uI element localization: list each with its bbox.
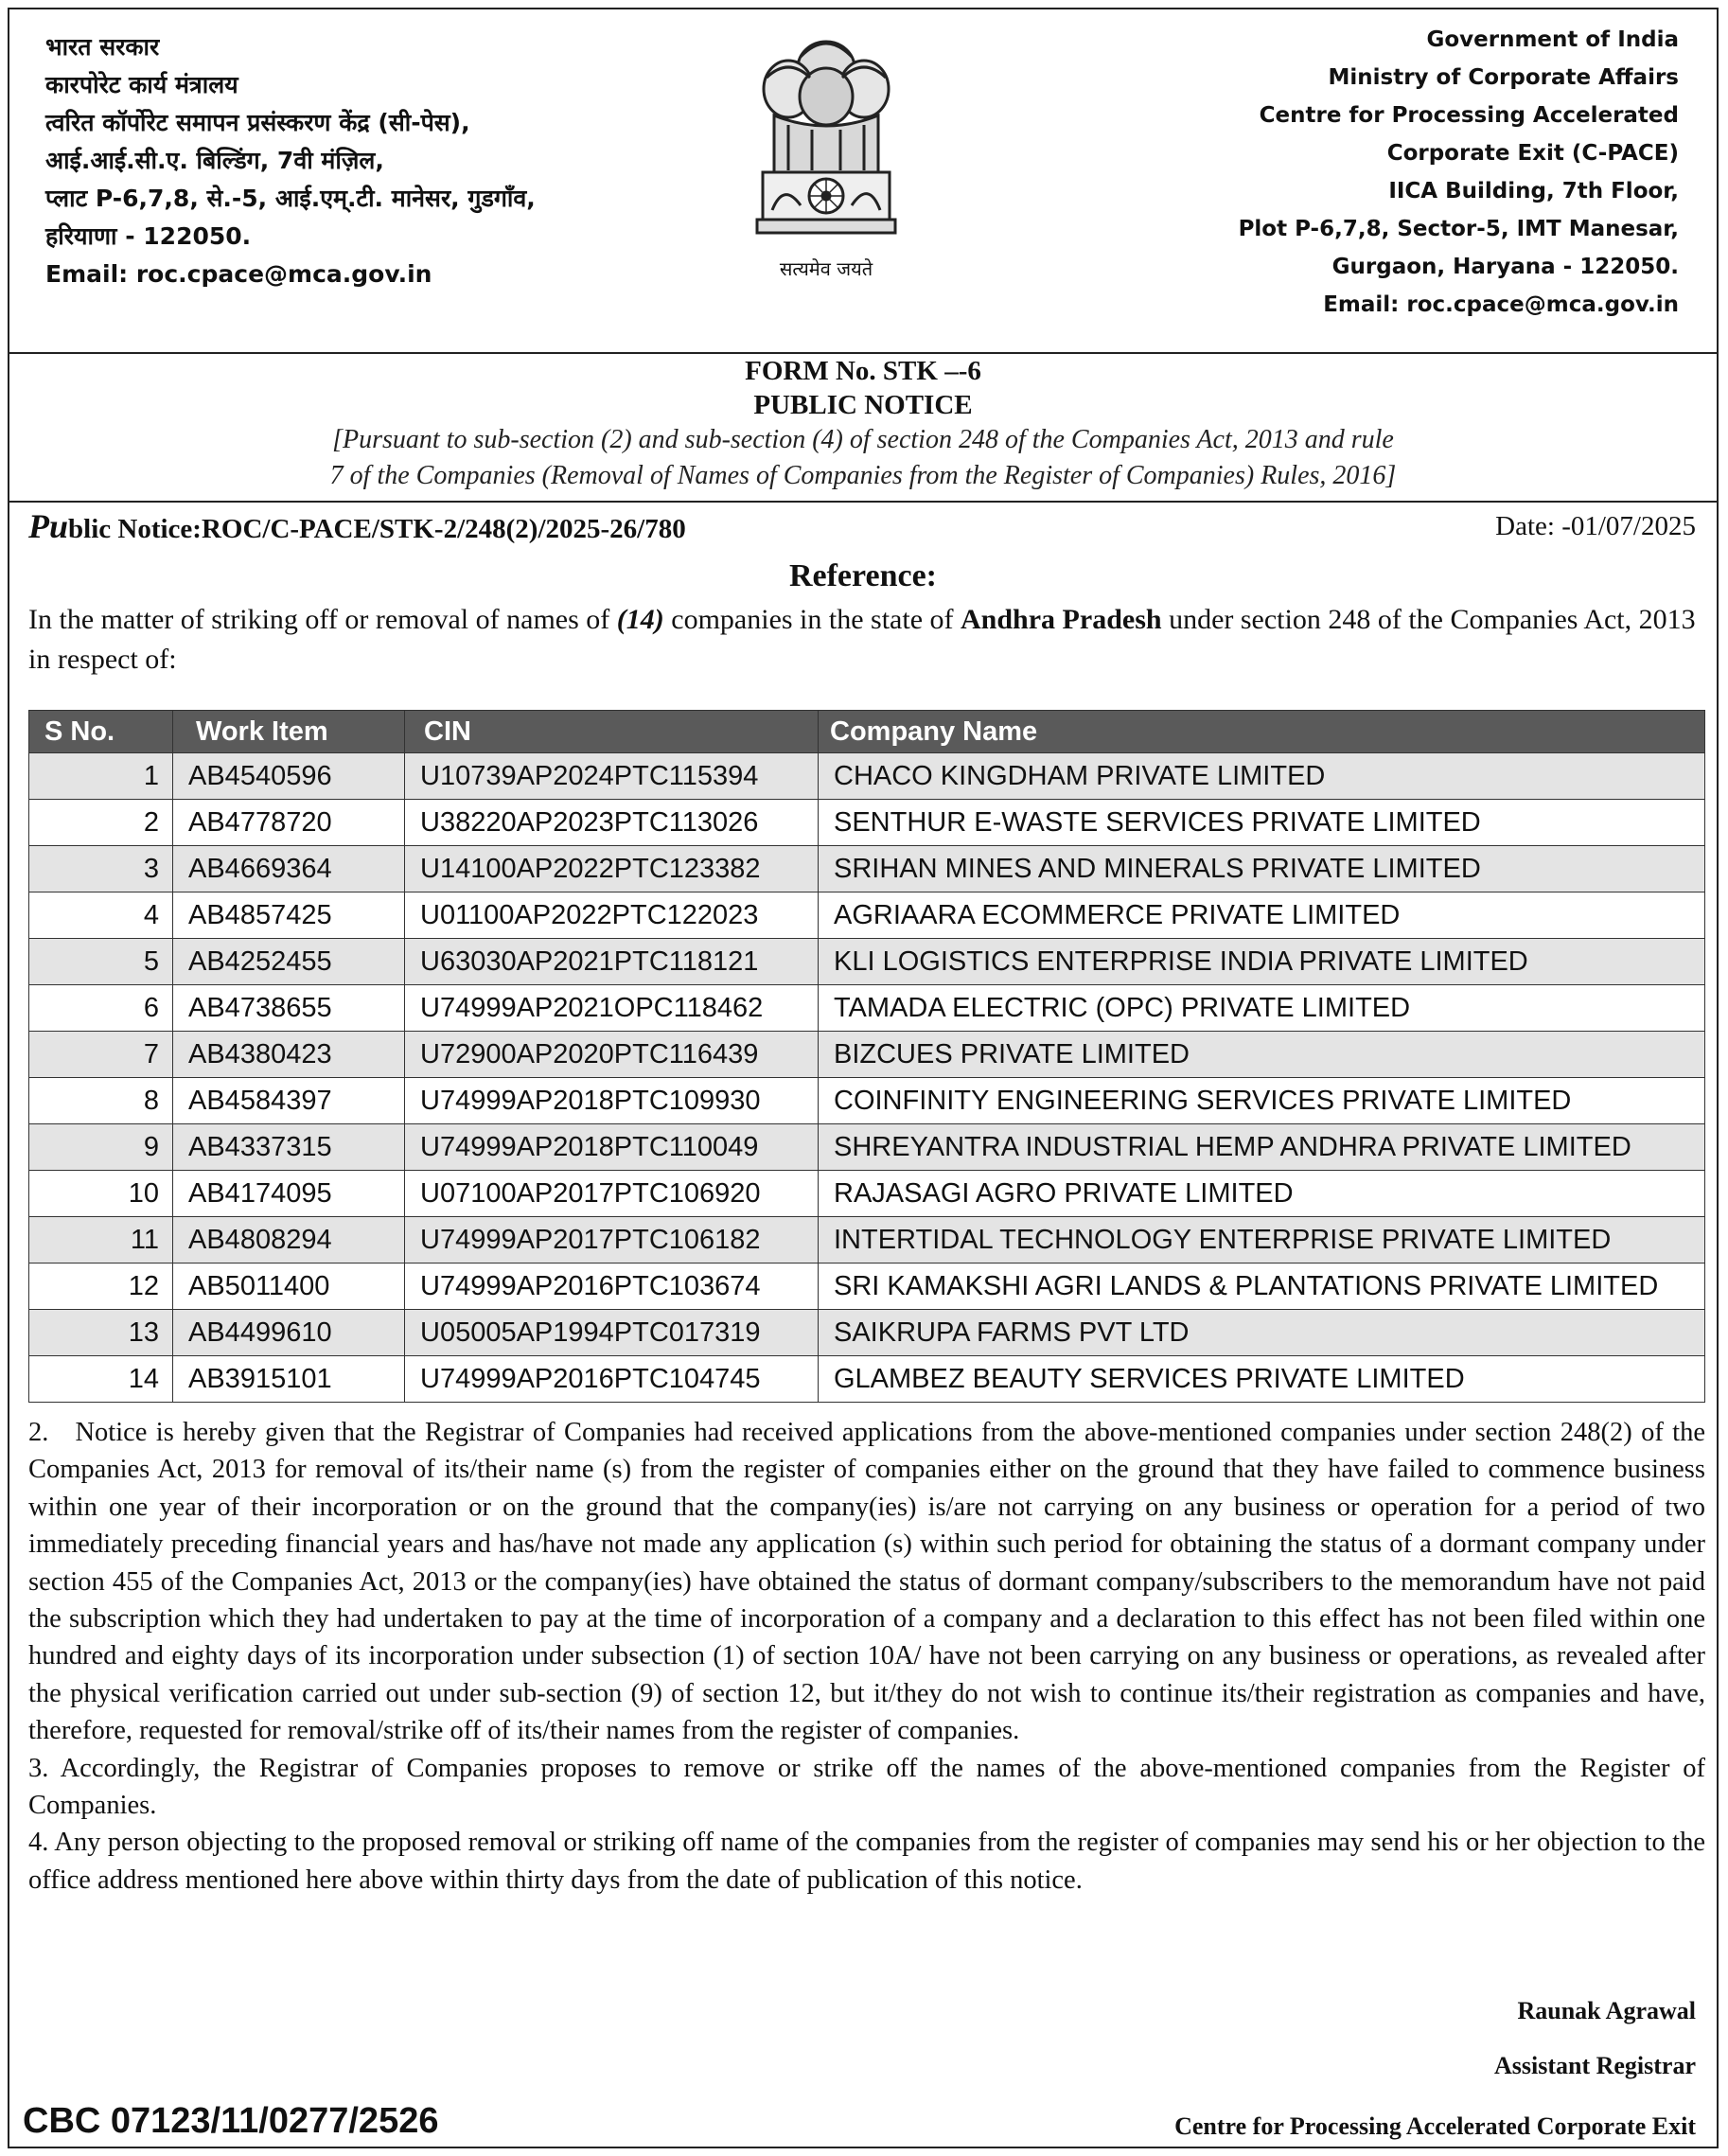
cell-work-item: AB4252455 — [173, 939, 405, 985]
cell-company-name: GLAMBEZ BEAUTY SERVICES PRIVATE LIMITED — [819, 1356, 1705, 1403]
hindi-line: भारत सरकार — [45, 33, 160, 61]
notice-number — [28, 506, 686, 546]
cell-sno: 14 — [29, 1356, 173, 1403]
notice-date: Date: -01/07/2025 — [1495, 511, 1696, 541]
table-row — [29, 892, 1705, 939]
cell-company-name: SHREYANTRA INDUSTRIAL HEMP ANDHRA PRIVATE LIMITED — [819, 1124, 1705, 1171]
cell-cin: U14100AP2022PTC123382 — [405, 846, 819, 892]
cell-company-name: SRI KAMAKSHI AGRI LANDS & PLANTATIONS PRIVATE LIMITED — [819, 1264, 1705, 1310]
table-row — [29, 1264, 1705, 1310]
letterhead-english — [1239, 21, 1679, 324]
table-row — [29, 1124, 1705, 1171]
cell-company-name: KLI LOGISTICS ENTERPRISE INDIA PRIVATE LIMITED — [819, 939, 1705, 985]
cell-sno: 1 — [29, 753, 173, 800]
signatory-office: Centre for Processing Accelerated Corporate Exit — [1174, 2112, 1696, 2140]
cell-cin: U01100AP2022PTC122023 — [405, 892, 819, 939]
col-header-work-item: Work Item — [173, 711, 405, 753]
col-header-sno: S No. — [29, 711, 173, 753]
paragraph-2: 2. Notice is hereby given that the Registrar of Companies had received applications from the above-mentioned companies under section 248(2) of the Companies Act, 2013 for removal of its/their name (s) from the register of companies either on the ground that they have failed to commence business within one year of their incorporation or on the ground that the company(ies) is/are not carrying on any business or operation for a period of two immediately preceding financial years and has/have not made any application (s) within such period for obtaining the status of a dormant company under section 455 of the Companies Act, 2013 or the company(ies) have obtained the status of dormant company/subscribers to the memorandum have not paid the subscription which they had undertaken to pay at the time of incorporation of a company and a declaration to this effect has not been filed within one hundred and eighty days of its incorporation under subsection (1) of section 10A/ have not been carrying on any business or operations, as revealed after the physical verification carried out under sub-section (9) of section 12, but it/they do not wish to continue its/their registration as companies and have, therefore, requested for removal/strike off of its/their names from the register of companies. — [28, 1418, 1713, 1746]
notice-number-text: blic Notice:ROC/C-PACE/STK-2/248(2)/2025-26/780 — [68, 514, 686, 544]
cell-sno: 8 — [29, 1078, 173, 1124]
reference-text-part: under section 248 of the Companies Act, 2013 in respect of: — [28, 604, 1696, 675]
english-line: IICA Building, 7th Floor, — [1388, 179, 1679, 203]
cell-sno: 7 — [29, 1032, 173, 1078]
cell-cin: U74999AP2017PTC106182 — [405, 1217, 819, 1264]
company-count: (14) — [616, 604, 664, 635]
cell-company-name: SRIHAN MINES AND MINERALS PRIVATE LIMITED — [819, 846, 1705, 892]
state-name: Andhra Pradesh — [961, 604, 1162, 635]
pursuant-line: [Pursuant to sub-section (2) and sub-section (4) of section 248 of the Companies Act, 2013 and rule — [332, 425, 1394, 454]
hindi-line: आई.आई.सी.ए. बिल्डिंग, 7वी मंज़िल, — [45, 147, 384, 174]
companies-table — [28, 710, 1705, 1403]
paragraph-4: 4. Any person objecting to the proposed removal or striking off name of the companies from the register of companies may send his or her objection to the office address mentioned here above within thirty days from the date of publication of this notice. — [28, 1828, 1705, 1895]
notice-body — [28, 1414, 1713, 1899]
cell-work-item: AB3915101 — [173, 1356, 405, 1403]
cell-cin: U74999AP2018PTC109930 — [405, 1078, 819, 1124]
cell-work-item: AB5011400 — [173, 1264, 405, 1310]
cell-work-item: AB4499610 — [173, 1310, 405, 1356]
table-row — [29, 1217, 1705, 1264]
cell-sno: 2 — [29, 800, 173, 846]
form-heading — [9, 354, 1717, 494]
emblem — [746, 30, 907, 295]
cell-cin: U74999AP2018PTC110049 — [405, 1124, 819, 1171]
cell-cin: U63030AP2021PTC118121 — [405, 939, 819, 985]
english-email: Email: roc.cpace@mca.gov.in — [1323, 292, 1679, 317]
notice-divider — [9, 501, 1717, 503]
cell-work-item: AB4584397 — [173, 1078, 405, 1124]
cell-cin: U74999AP2016PTC103674 — [405, 1264, 819, 1310]
table-row — [29, 1310, 1705, 1356]
table-row — [29, 1356, 1705, 1403]
table-row — [29, 1078, 1705, 1124]
cell-company-name: RAJASAGI AGRO PRIVATE LIMITED — [819, 1171, 1705, 1217]
cell-work-item: AB4540596 — [173, 753, 405, 800]
letterhead — [9, 9, 1717, 360]
cell-work-item: AB4174095 — [173, 1171, 405, 1217]
cell-company-name: COINFINITY ENGINEERING SERVICES PRIVATE LIMITED — [819, 1078, 1705, 1124]
emblem-motto: सत्यमेव जयते — [779, 257, 873, 280]
cbc-code: CBC 07123/11/0277/2526 — [23, 2101, 439, 2141]
table-row — [29, 939, 1705, 985]
hindi-line: प्लाट P-6,7,8, से.-5, आई.एम्.टी. मानेसर, गुडगाँव, — [45, 185, 536, 212]
cell-work-item: AB4337315 — [173, 1124, 405, 1171]
cell-work-item: AB4808294 — [173, 1217, 405, 1264]
cell-company-name: AGRIAARA ECOMMERCE PRIVATE LIMITED — [819, 892, 1705, 939]
english-line: Plot P-6,7,8, Sector-5, IMT Manesar, — [1238, 217, 1679, 241]
table-body — [29, 753, 1705, 1403]
cell-work-item: AB4380423 — [173, 1032, 405, 1078]
cell-cin: U07100AP2017PTC106920 — [405, 1171, 819, 1217]
english-line: Centre for Processing Accelerated — [1259, 103, 1679, 128]
pursuant-line: 7 of the Companies (Removal of Names of Companies from the Register of Companies) Rules, 2016] — [329, 461, 1397, 490]
cell-work-item: AB4669364 — [173, 846, 405, 892]
reference-title: Reference: — [788, 558, 938, 593]
cell-company-name: INTERTIDAL TECHNOLOGY ENTERPRISE PRIVATE LIMITED — [819, 1217, 1705, 1264]
cell-cin: U74999AP2016PTC104745 — [405, 1356, 819, 1403]
public-notice-page — [8, 8, 1719, 2148]
col-header-company-name: Company Name — [819, 711, 1705, 753]
cell-sno: 4 — [29, 892, 173, 939]
cell-sno: 11 — [29, 1217, 173, 1264]
english-line: Gurgaon, Haryana - 122050. — [1331, 255, 1679, 279]
table-row — [29, 846, 1705, 892]
cell-cin: U72900AP2020PTC116439 — [405, 1032, 819, 1078]
notice-title: PUBLIC NOTICE — [753, 390, 973, 420]
table-row — [29, 753, 1705, 800]
notice-prefix: Pu — [28, 507, 69, 545]
cell-company-name: BIZCUES PRIVATE LIMITED — [819, 1032, 1705, 1078]
cell-company-name: TAMADA ELECTRIC (OPC) PRIVATE LIMITED — [819, 985, 1705, 1032]
hindi-email: Email: roc.cpace@mca.gov.in — [45, 260, 432, 288]
english-line: Government of India — [1426, 27, 1679, 52]
cell-sno: 9 — [29, 1124, 173, 1171]
cell-sno: 3 — [29, 846, 173, 892]
table-row — [29, 985, 1705, 1032]
cell-cin: U38220AP2023PTC113026 — [405, 800, 819, 846]
reference-text-part: In the matter of striking off or removal of names of — [28, 604, 617, 635]
signatory-name: Raunak Agrawal — [1517, 1997, 1696, 2024]
reference-text-part: companies in the state of — [663, 604, 961, 635]
cell-sno: 13 — [29, 1310, 173, 1356]
table-row — [29, 1032, 1705, 1078]
cell-sno: 10 — [29, 1171, 173, 1217]
cell-cin: U10739AP2024PTC115394 — [405, 753, 819, 800]
table-header-row — [29, 711, 1705, 753]
hindi-line: त्वरित कॉर्पोरेट समापन प्रसंस्करण केंद्र (सी-पेस), — [45, 109, 470, 136]
reference-text — [28, 600, 1705, 680]
english-line: Corporate Exit (C-PACE) — [1386, 141, 1679, 166]
cell-cin: U05005AP1994PTC017319 — [405, 1310, 819, 1356]
col-header-cin: CIN — [405, 711, 819, 753]
cell-sno: 6 — [29, 985, 173, 1032]
national-emblem-icon — [746, 30, 907, 257]
cell-sno: 12 — [29, 1264, 173, 1310]
signatory-designation: Assistant Registrar — [1493, 2052, 1696, 2079]
cell-sno: 5 — [29, 939, 173, 985]
cell-company-name: SENTHUR E-WASTE SERVICES PRIVATE LIMITED — [819, 800, 1705, 846]
cell-work-item: AB4778720 — [173, 800, 405, 846]
table-row — [29, 1171, 1705, 1217]
cell-company-name: CHACO KINGDHAM PRIVATE LIMITED — [819, 753, 1705, 800]
cell-work-item: AB4857425 — [173, 892, 405, 939]
cell-company-name: SAIKRUPA FARMS PVT LTD — [819, 1310, 1705, 1356]
table-row — [29, 800, 1705, 846]
english-line: Ministry of Corporate Affairs — [1328, 65, 1679, 90]
cell-work-item: AB4738655 — [173, 985, 405, 1032]
hindi-line: हरियाणा - 122050. — [45, 222, 252, 250]
letterhead-hindi — [45, 28, 536, 293]
cell-cin: U74999AP2021OPC118462 — [405, 985, 819, 1032]
form-number: FORM No. STK –-6 — [745, 356, 981, 386]
hindi-line: कारपोरेट कार्य मंत्रालय — [45, 71, 238, 98]
paragraph-3: 3. Accordingly, the Registrar of Companies proposes to remove or strike off the names of the above-mentioned companies from the Register of Companies. — [28, 1753, 1705, 1821]
